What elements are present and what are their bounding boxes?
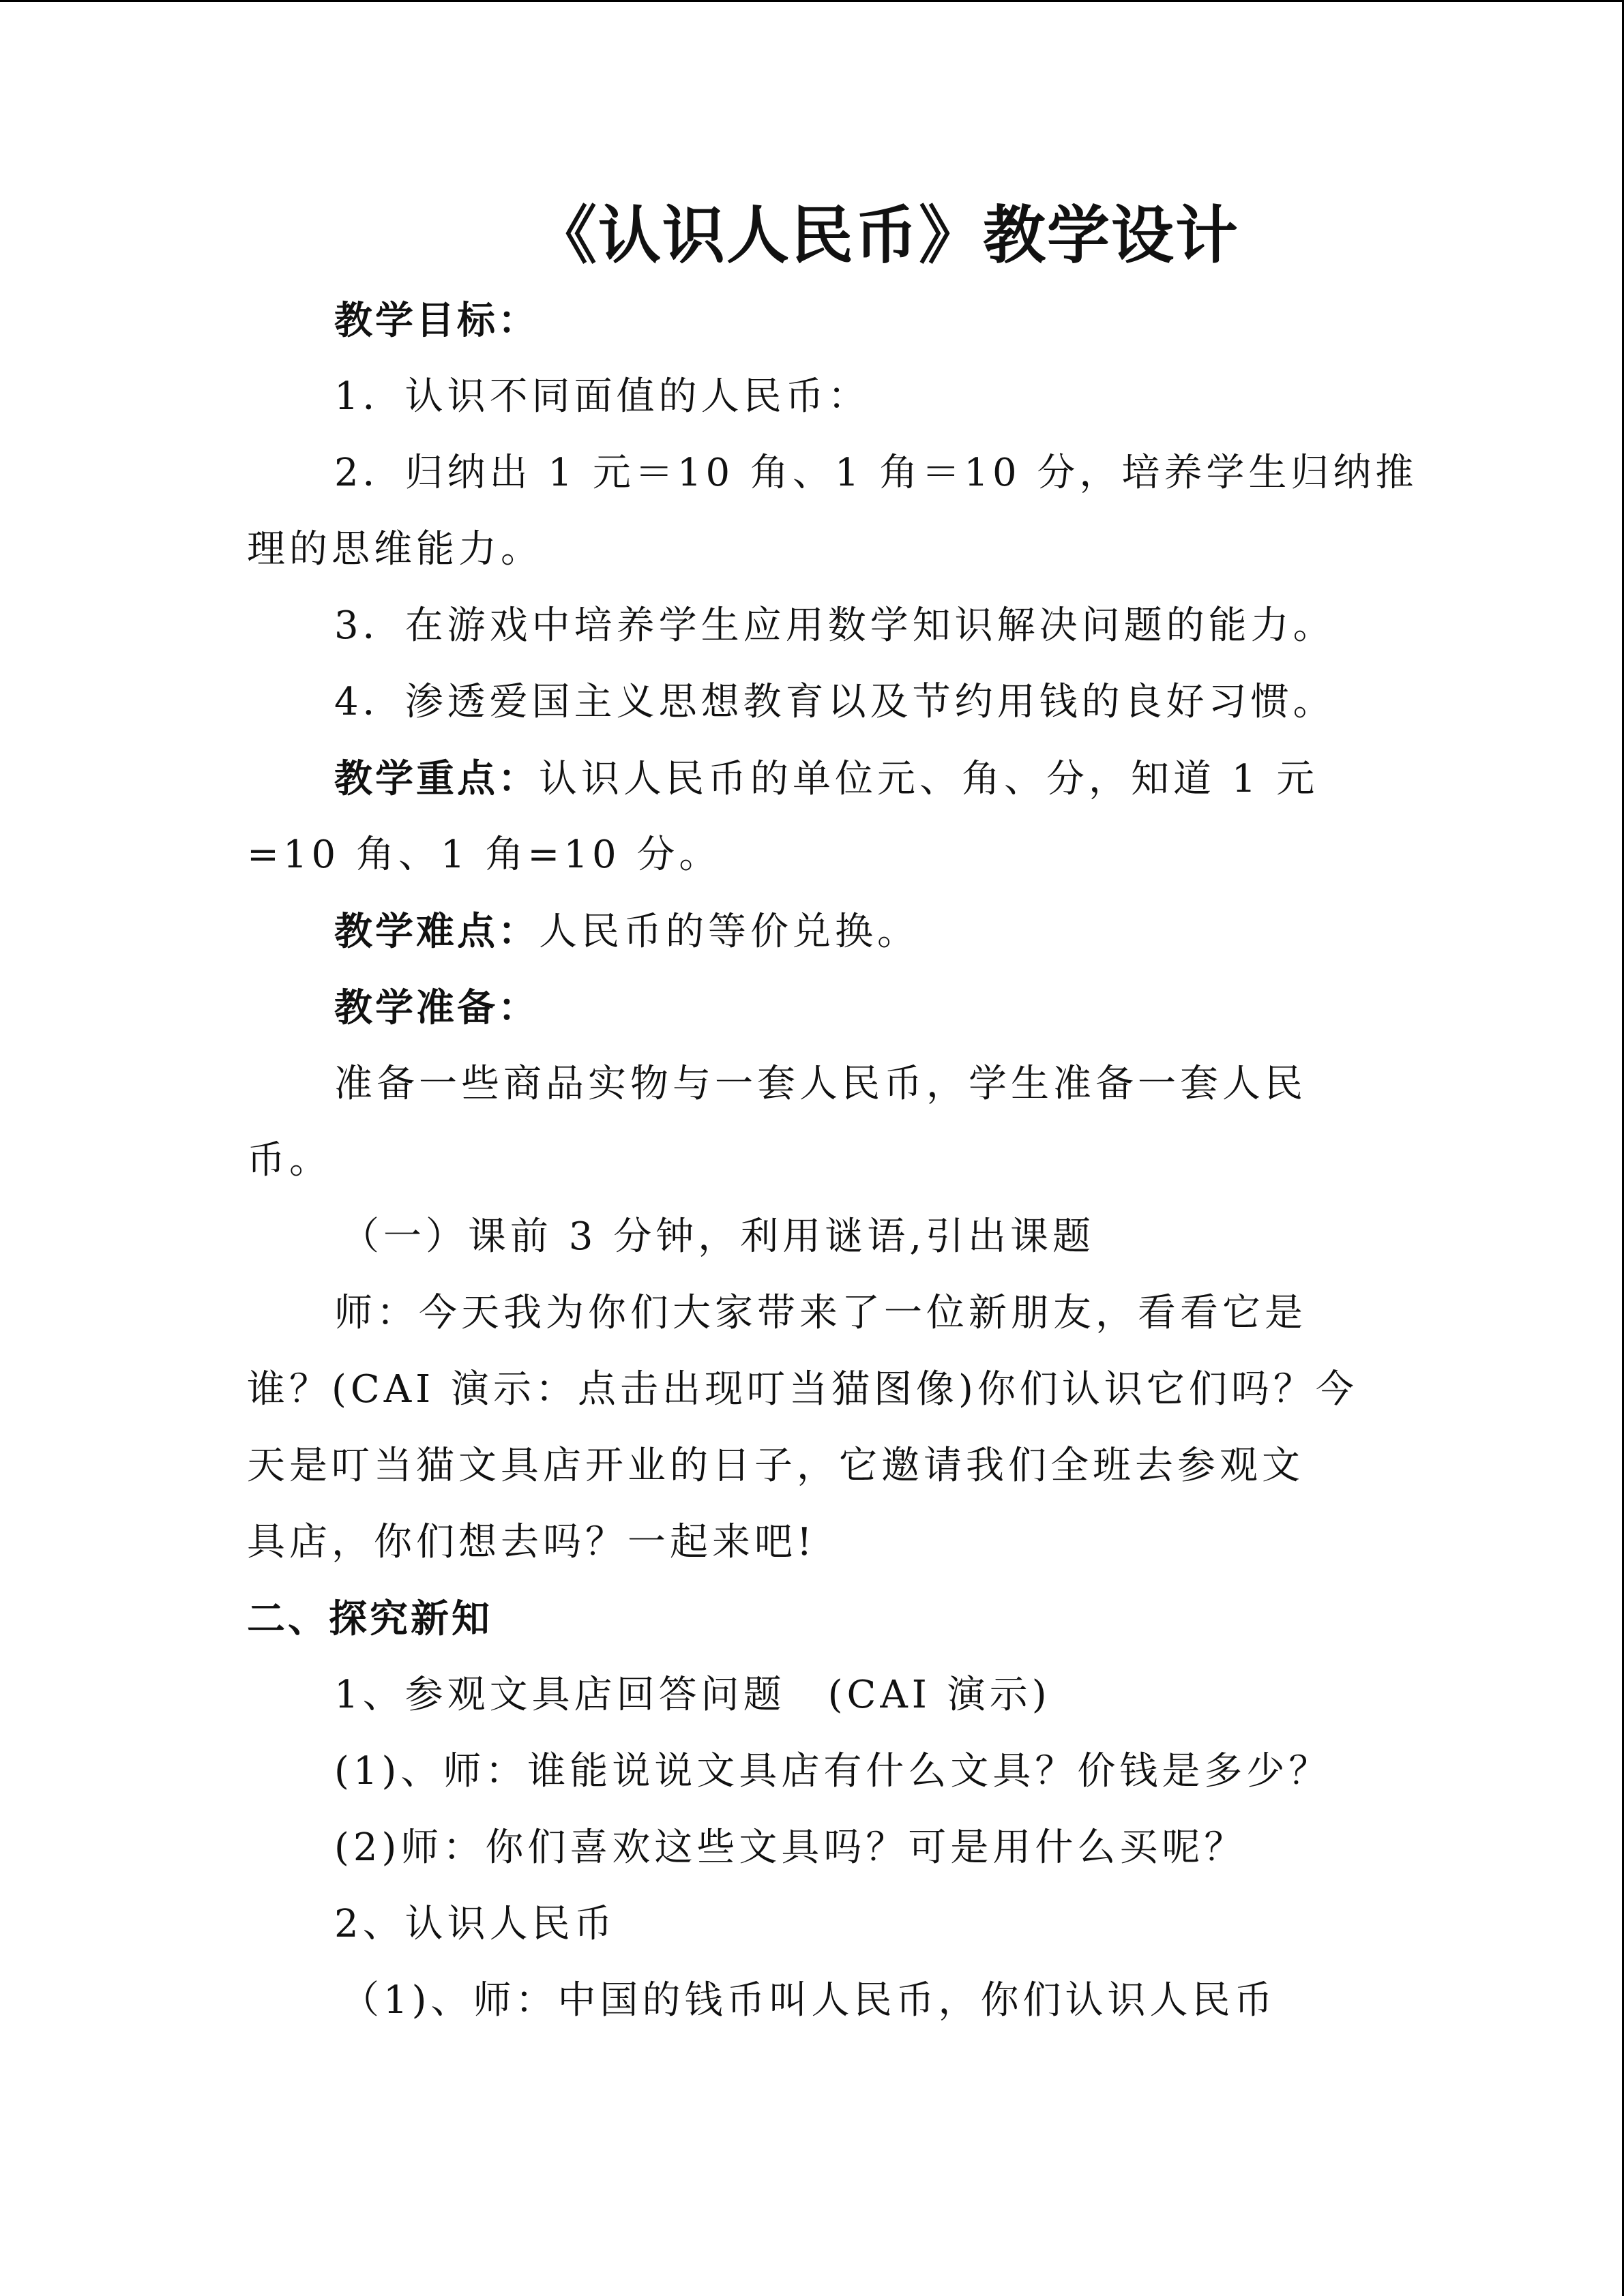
section-one-para-line-3: 天是叮当猫文具店开业的日子，它邀请我们全班去参观文 — [247, 1444, 1304, 1488]
objectives-heading: 教学目标： — [334, 298, 539, 343]
objective-item-4: 4．渗透爱国主义思想教育以及节约用钱的良好习惯。 — [334, 680, 1335, 724]
objective-item-2: 2．归纳出 1 元＝10 角、1 角＝10 分，培养学生归纳推 — [334, 451, 1418, 495]
section-one-para-line-1: 师：今天我为你们大家带来了一位新朋友，看看它是 — [334, 1291, 1307, 1335]
section-two-heading: 二、探究新知 — [247, 1596, 492, 1641]
key-point-text: 认识人民币的单位元、角、分，知道 1 元 — [539, 757, 1319, 801]
section-two-line-2: (1)、师：谁能说说文具店有什么文具？价钱是多少？ — [334, 1749, 1331, 1793]
preparation-text: 准备一些商品实物与一套人民币，学生准备一套人民 — [334, 1062, 1307, 1106]
section-two-line-4: 2、认识人民币 — [334, 1902, 617, 1946]
objective-item-3: 3．在游戏中培养学生应用数学知识解决问题的能力。 — [334, 603, 1335, 648]
objective-item-2-continued: 理的思维能力。 — [247, 527, 543, 571]
section-two-line-3: (2)师：你们喜欢这些文具吗？可是用什么买呢？ — [334, 1825, 1247, 1870]
key-point-text-continued: =10 角、1 角=10 分。 — [247, 833, 722, 877]
key-point-line — [334, 751, 1318, 807]
section-one-para-line-2: 谁？(CAI 演示：点击出现叮当猫图像)你们认识它们吗？今 — [247, 1367, 1358, 1412]
preparation-heading: 教学准备： — [334, 985, 539, 1030]
section-one-para-line-4: 具店，你们想去吗？一起来吧! — [247, 1520, 816, 1564]
section-two-line-5: （1)、师：中国的钱币叫人民币，你们认识人民币 — [341, 1978, 1277, 2023]
preparation-text-continued: 币。 — [247, 1138, 331, 1182]
section-two-line-1: 1、参观文具店回答问题 (CAI 演示) — [334, 1673, 1051, 1717]
difficulty-label: 教学难点： — [334, 909, 539, 954]
document-title: 《认识人民币》教学设计 — [533, 198, 1239, 272]
difficulty-line — [334, 904, 919, 959]
key-point-label: 教学重点： — [334, 756, 539, 801]
section-one-heading: （一）课前 3 分钟，利用谜语,引出课题 — [341, 1214, 1095, 1259]
objective-item-1: 1．认识不同面值的人民币： — [334, 374, 870, 419]
difficulty-text: 人民币的等价兑换。 — [539, 910, 919, 954]
